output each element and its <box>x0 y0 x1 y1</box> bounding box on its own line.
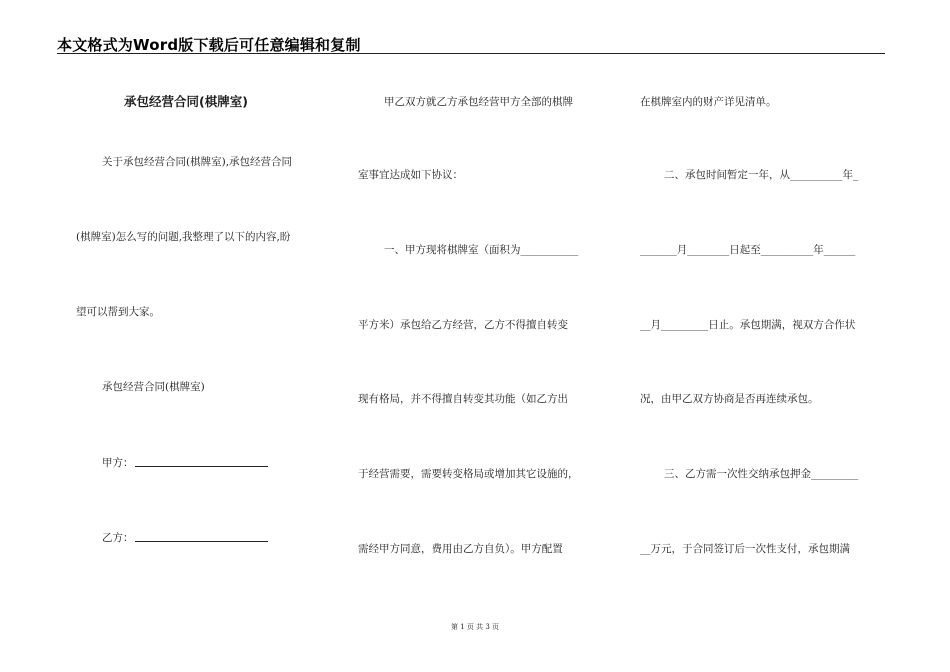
document-banner: 本文格式为Word版下载后可任意编辑和复制 <box>57 36 361 54</box>
col3-line-6: 三、乙方需一次性交纳承包押金_________ <box>664 468 859 480</box>
col2-line-1: 甲乙双方就乙方承包经营甲方全部的棋牌 <box>384 96 573 108</box>
party-b-blank <box>135 541 268 542</box>
col2-line-7: 需经甲方同意，费用由乙方自负）。甲方配置 <box>358 543 563 555</box>
col2-line-5: 现有格局，并不得擅自转变其功能（如乙方出 <box>358 393 568 405</box>
col2-line-3: 一、甲方现将棋牌室（面积为___________ <box>384 244 579 256</box>
intro-line-1: 关于承包经营合同(棋牌室),承包经营合同 <box>102 156 293 168</box>
contract-title: 承包经营合同(棋牌室) <box>124 94 248 109</box>
header-divider <box>57 53 885 54</box>
col2-line-2: 室事宜达成如下协议： <box>358 169 463 181</box>
contract-subtitle: 承包经营合同(棋牌室) <box>102 381 205 393</box>
col3-line-7: __万元，于合同签订后一次性支付，承包期满 <box>640 543 850 555</box>
col3-line-4: __月_________日止。承包期满，视双方合作状 <box>640 319 856 331</box>
col3-line-5: 况，由甲乙双方协商是否再连续承包。 <box>640 393 819 405</box>
party-a-label: 甲方： <box>102 457 134 469</box>
party-a-blank <box>135 466 268 467</box>
intro-line-2: (棋牌室)怎么写的问题,我整理了以下的内容,盼 <box>76 231 291 243</box>
col2-line-4: 平方米）承包给乙方经营，乙方不得擅自转变 <box>358 319 568 331</box>
col2-line-6: 于经营需要，需要转变格局或增加其它设施的， <box>358 468 579 480</box>
party-b-label: 乙方： <box>102 532 134 544</box>
page-number: 第 1 页 共 3 页 <box>450 623 500 631</box>
intro-line-3: 望可以帮到大家。 <box>76 306 160 318</box>
col3-line-1: 在棋牌室内的财产详见清单。 <box>640 96 777 108</box>
col3-line-2: 二、承包时间暂定一年，从__________年_ <box>664 169 859 181</box>
col3-line-3: _______月________日起至__________年______ <box>640 244 856 256</box>
